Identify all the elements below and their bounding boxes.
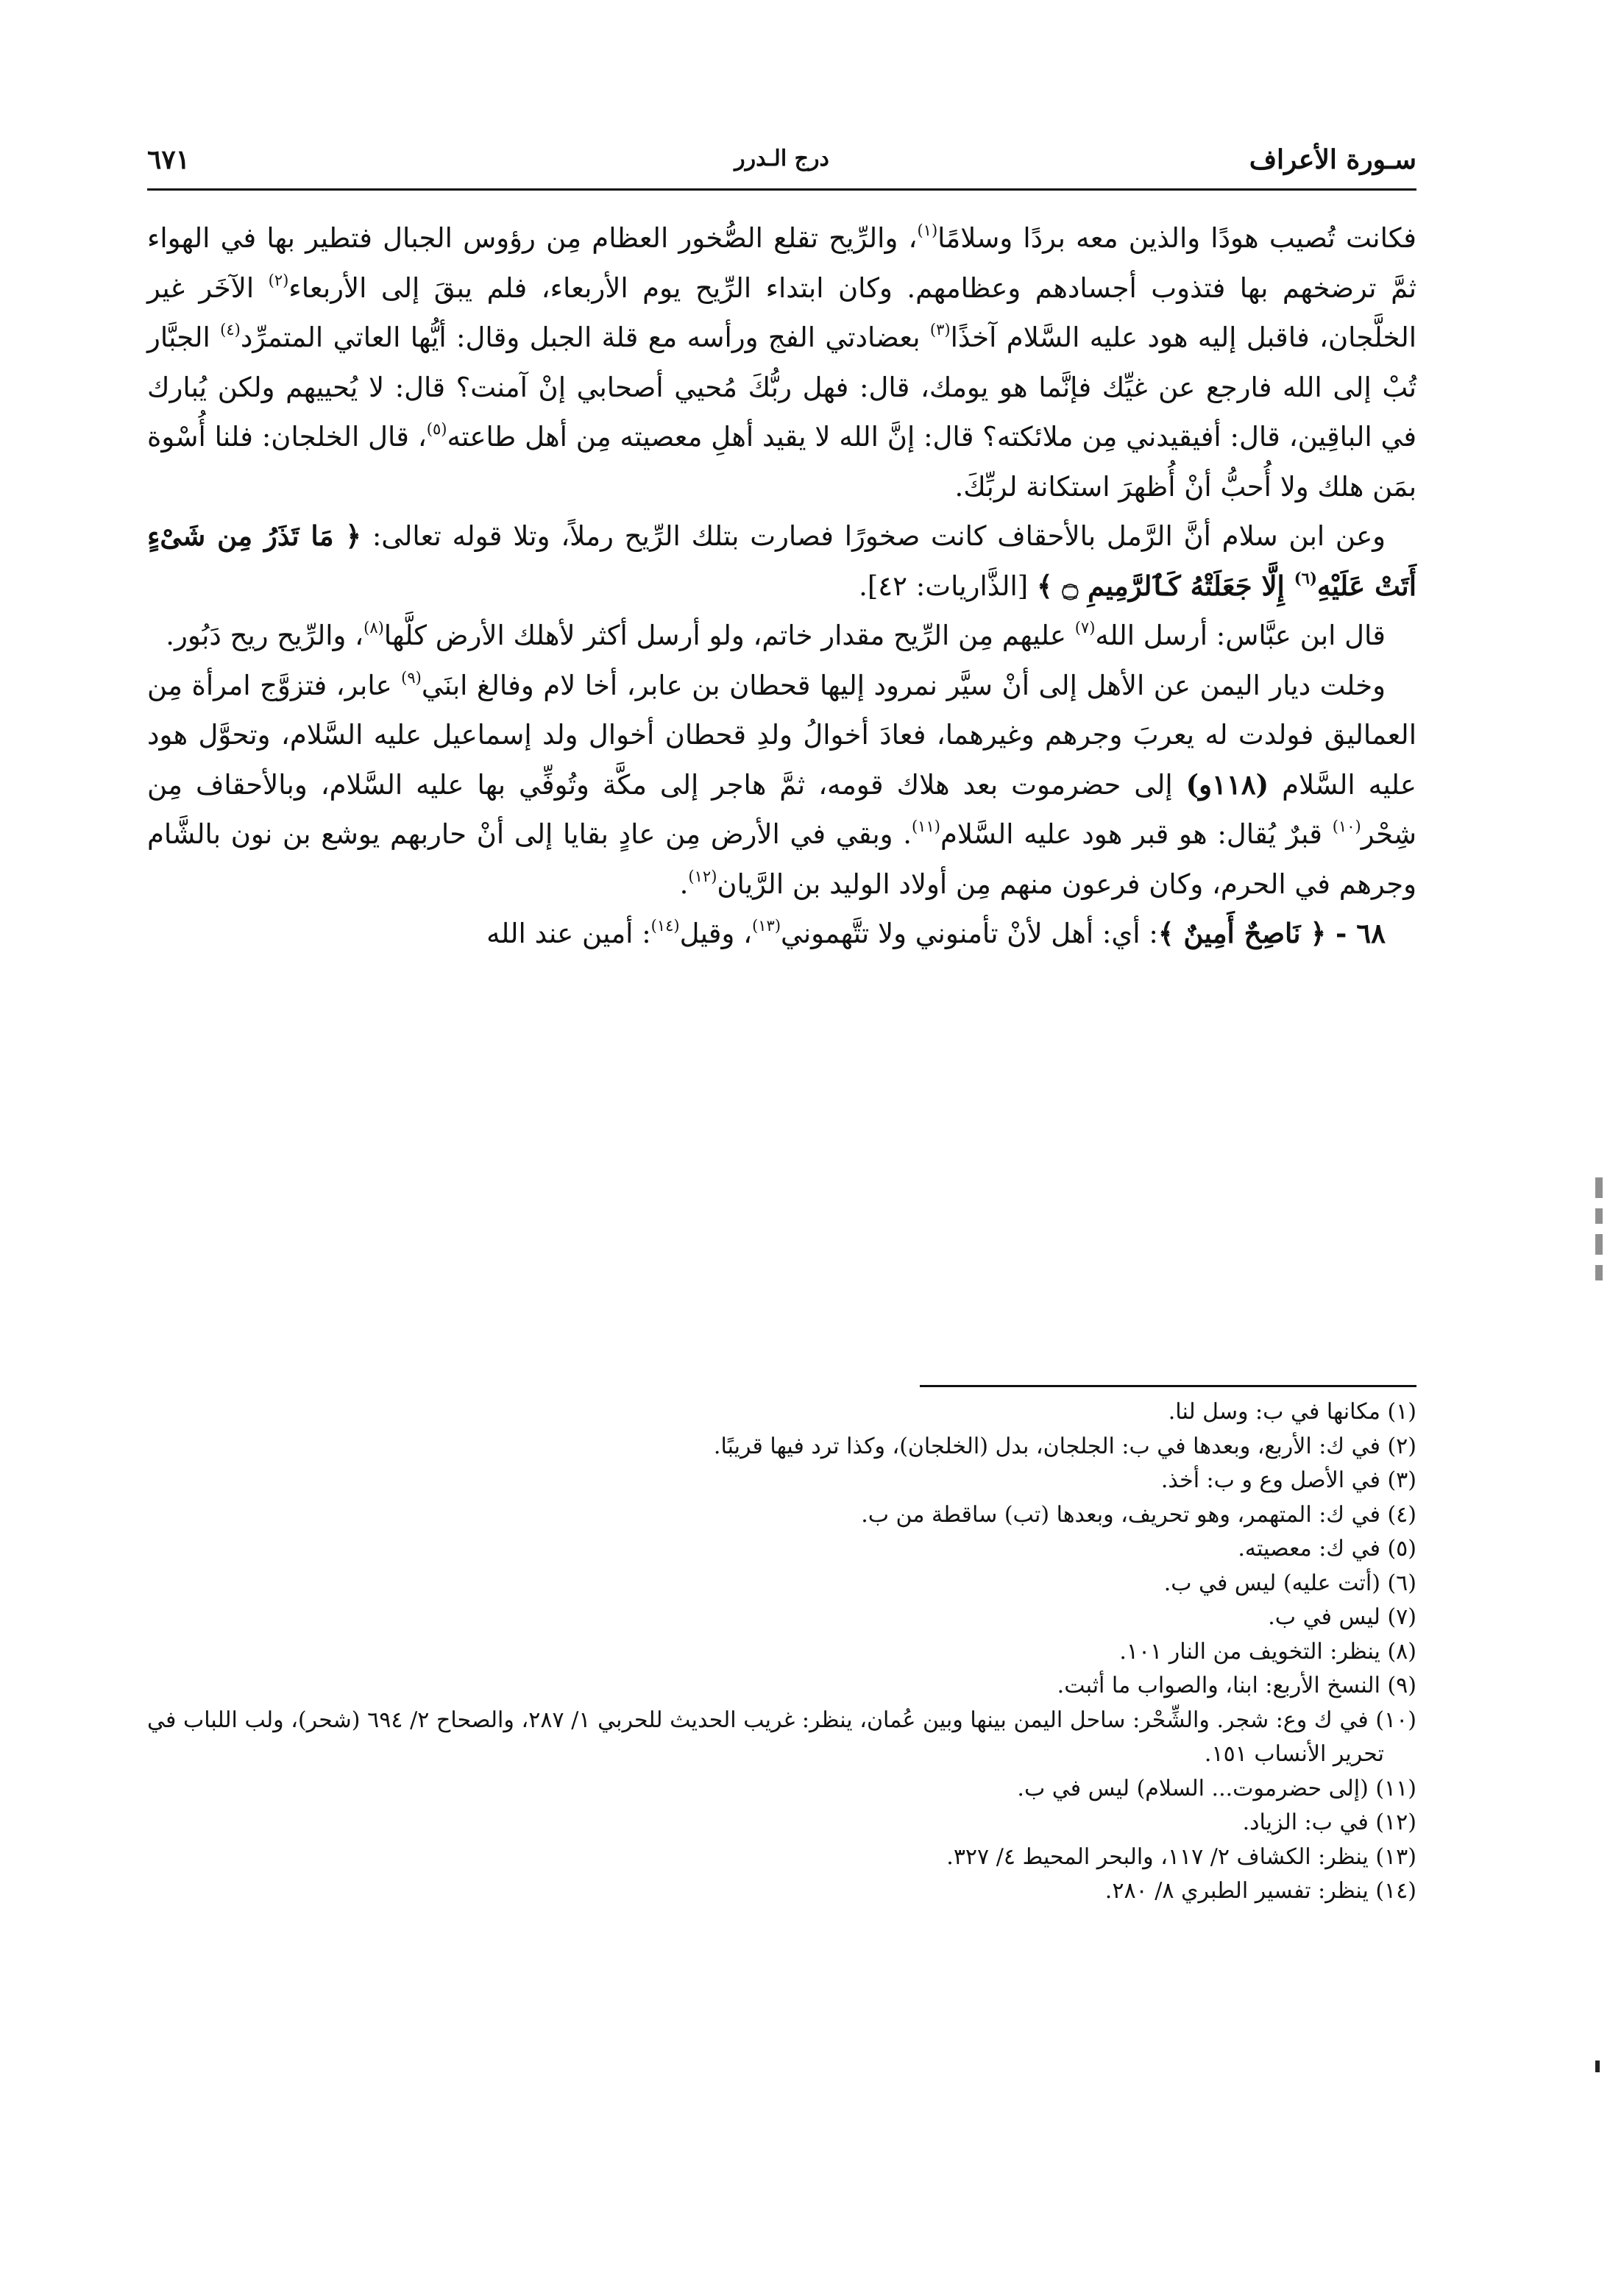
footnote-ref-12: (١٢) [688,867,717,885]
paragraph-2: وعن ابن سلام أنَّ الرَّمل بالأحقاف كانت صخورًا فصارت بتلك الرِّيح رملاً، وتلا قوله تعالى: ﴿ مَا تَذَرُ مِن شَىْءٍ أَتَتْ عَلَيْهِ$^{(٦)}$ إِلَّا جَعَلَتْهُ كَٱلرَّمِيمِ ۝ ﴾ [الذَّاريات: ٤٢]. [147,520,1416,602]
footnote-ref-4: (٤) [220,321,241,339]
paragraph-3: قال ابن عبَّاس: أرسل الله$^{(٧)}$ عليهم مِن الرِّيح مقدار خاتم، ولو أرسل أكثر لأهلك الأرض كلَّها$^{(٨)}$، والرِّيح ريح دَبُور. [166,619,1386,651]
scan-speck [1595,2061,1600,2072]
quran-verse: ﴿ مَا تَذَرُ مِن شَىْءٍ أَتَتْ عَلَيْهِ$^{(٦)}$ إِلَّا جَعَلَتْهُ كَٱلرَّمِيمِ ۝ ﴾ [147,520,1416,602]
footnote-1: (١) مكانها في ب: وسل لنا. [1168,1399,1416,1425]
footnote-ref-9: (٩) [401,668,422,687]
footnote-14: (١٤) ينظر: تفسير الطبري ٨/ ٢٨٠. [1104,1878,1416,1904]
footnote-10: (١٠) في ك وع: شجر. والشِّحْر: ساحل اليمن بينها وبين عُمان، ينظر: غريب الحديث للحربي ١/ ٢٨٧، والصحاح ٢/ ٦٩٤ (شحر)، ولب اللباب في تحرير الأنساب ١٥١. [147,1707,1416,1767]
footnote-ref-11: (١١) [911,818,940,835]
footnote-8: (٨) ينظر: التخويف من النار ١٠١. [1119,1638,1416,1665]
footnote-ref-1: (١) [917,222,938,239]
paragraph-4: وخلت ديار اليمن عن الأهل إلى أنْ سيَّر نمرود إليها قحطان بن عابر، أخا لام وفالغ ابنَي$^{(٩)}$ عابر، فتزوَّج امرأة مِن العماليق فولدت له يعربَ وجرهم وغيرهما، فعادَ أخوالُ ولدِ قحطان أخوال ولد إسماعيل عليه السَّلام، وتحوَّل هود عليه السَّلام (١١٨و) إلى حضرموت بعد هلاك قومه، ثمَّ هاجر إلى مكَّة وتُوفِّي بها عليه السَّلام، وبالأحقاف مِن شِحْر$^{(١٠)}$ قبرٌ يُقال: هو قبر هود عليه السَّلام$^{(١١)}$. وبقي في الأرض مِن عادٍ بقايا إلى أنْ حاربهم يوشع بن نون بالشَّام وجرهم في الحرم، وكان فرعون منهم مِن أولاد الوليد بن الرَّيان$^{(١٢)}$. [147,668,1416,900]
footnote-ref-3: (٣) [929,321,951,339]
footnote-7: (٧) ليس في ب. [1268,1604,1416,1630]
paragraph-1: فكانت تُصيب هودًا والذين معه بردًا وسلامًا$^{(١)}$، والرِّيح تقلع الصُّخور العظام مِن رؤوس الجبال فتطير بها في الهواء ثمَّ ترضخهم بها فتذوب أجسادهم وعظامهم. وكان ابتداء الرِّيح يوم الأربعاء، فلم يبقَ إلى الأربعاء$^{(٢)}$ الآخَر غير الخلَّجان، فاقبل إليه هود عليه السَّلام آخذًا$^{(٣)}$ بعضادتي الفج ورأسه مع قلة الجبل وقال: أيُّها العاتي المتمرِّد$^{(٤)}$ الجبَّار تُبْ إلى الله فارجع عن غيِّك فإنَّما هو يومك، قال: فهل ربُّكَ مُحيي أصحابي إنْ آمنت؟ قال: لا يُحييهم ولكن يُبارك في الباقِين، قال: أفيقيدني مِن ملائكته؟ قال: إنَّ الله لا يقيد أهلِ معصيته مِن أهل طاعته$^{(٥)}$، قال الخلجان: فلنا أُسْوة بمَن هلك ولا أُحبُّ أنْ أُظهرَ استكانة لربِّكَ. [147,222,1417,503]
verse-reference: [الذَّاريات: ٤٢]. [859,570,1037,602]
quran-verse-68: ﴿ نَاصِحٌ أَمِينٌ ﴾ [1157,917,1327,949]
footnote-ref-8: (٨) [364,619,384,637]
book-title: درج الـدرر [734,146,829,171]
scan-margin-mark [1595,1177,1603,1280]
footnote-ref-2: (٢) [268,271,289,289]
footnote-9: (٩) النسخ الأربع: ابنا، والصواب ما أثبت. [1057,1673,1416,1698]
footnote-ref-10: (١٠) [1332,818,1361,835]
footnote-separator [920,1385,1416,1387]
paragraph-5: ٦٨ - ﴿ نَاصِحٌ أَمِينٌ ﴾: أي: أهل لأنْ تأمنوني ولا تتَّهموني$^{(١٣)}$، وقيل$^{(١٤)}$: أمين عند الله [486,917,1386,949]
page-number: ٦٧١ [147,144,191,175]
footnote-13: (١٣) ينظر: الكشاف ٢/ ١١٧، والبحر المحيط ٤/ ٣٢٧. [946,1843,1416,1870]
footnote-3: (٣) في الأصل وع و ب: أخذ. [1160,1467,1416,1493]
footnote-11: (١١) (إلى حضرموت... السلام) ليس في ب. [1017,1775,1416,1801]
footnotes [147,1395,1416,1909]
running-header [147,144,1416,185]
footnote-4: (٤) في ك: المتهمر، وهو تحريف، وبعدها (تب) ساقطة من ب. [861,1501,1416,1528]
manuscript-folio-marker: (١١٨و) [1185,768,1269,801]
footnote-ref-6: (٦) [1294,568,1317,587]
footnote-5: (٥) في ك: معصيته. [1238,1536,1416,1562]
footnote-2: (٢) في ك: الأربع، وبعدها في ب: الجلجان، بدل (الخلجان)، وكذا ترد فيها قريبًا. [713,1433,1416,1459]
footnote-ref-5: (٥) [426,420,447,438]
header-rule [147,188,1416,191]
verse-number: ٦٨ - [1326,917,1386,949]
surah-title: سـورة الأعراف [1249,144,1416,175]
main-text [147,213,1416,959]
footnote-ref-7: (٧) [1074,619,1096,637]
footnote-ref-13: (١٣) [752,917,781,935]
footnote-6: (٦) (أتت عليه) ليس في ب. [1163,1570,1416,1596]
footnote-ref-14: (١٤) [650,917,680,935]
footnote-12: (١٢) في ب: الزياد. [1242,1810,1416,1835]
